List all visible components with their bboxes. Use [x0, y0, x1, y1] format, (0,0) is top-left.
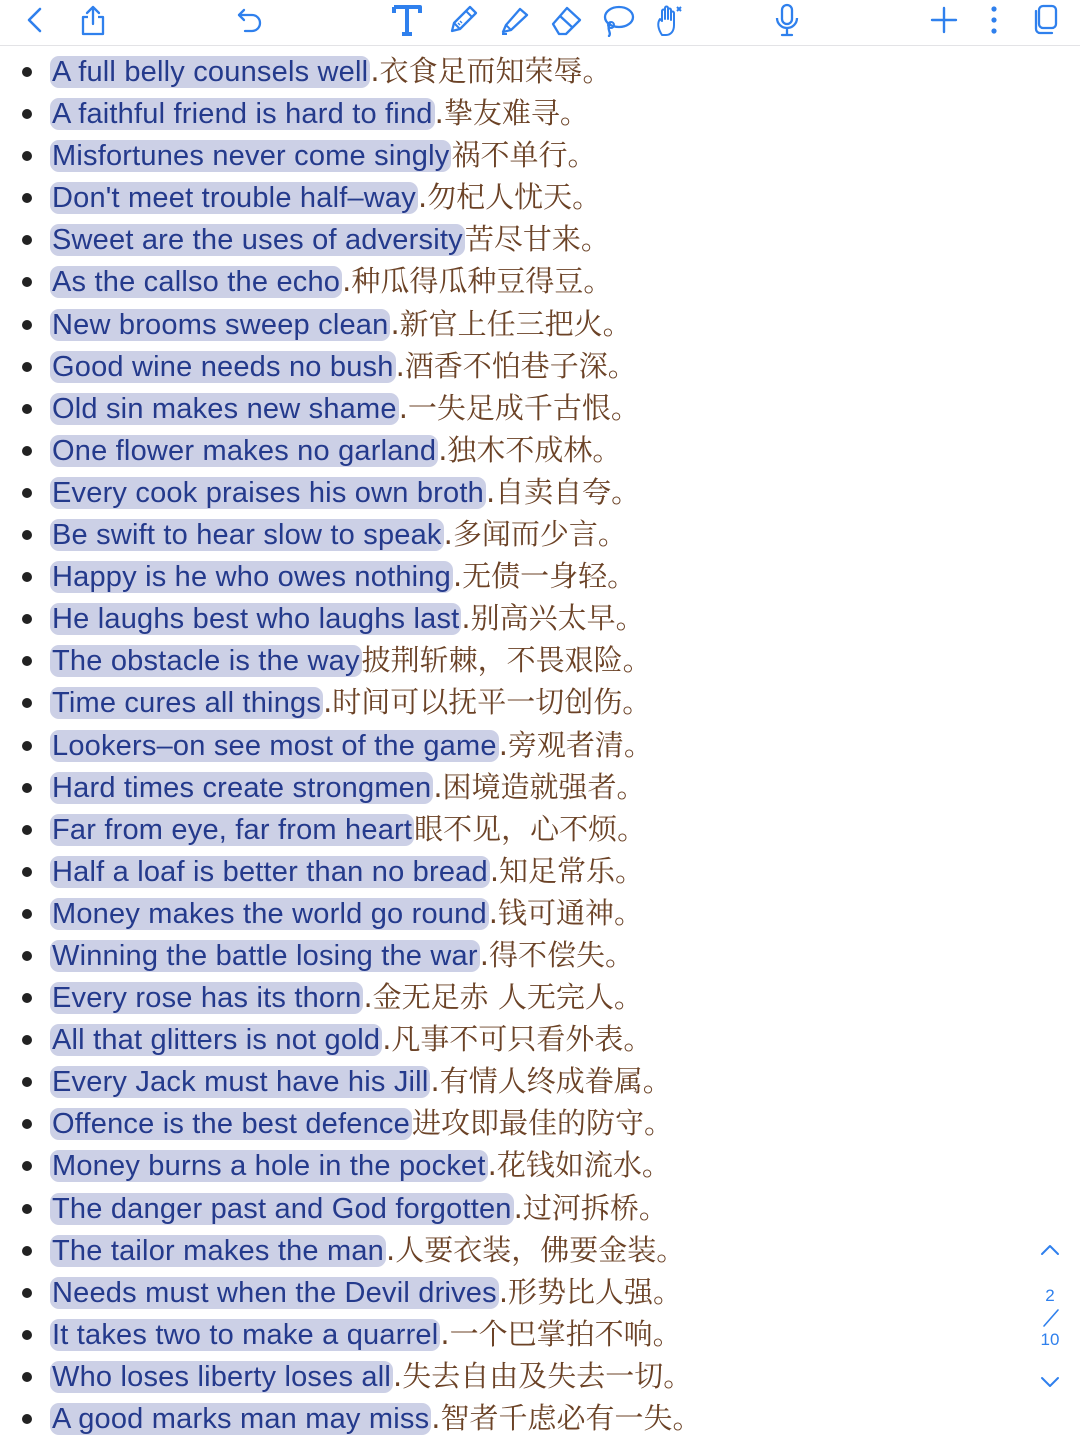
chinese-translation: .困境造就强者。 [433, 769, 646, 804]
list-item [22, 1018, 1010, 1060]
chinese-translation: 进攻即最佳的防守。 [411, 1106, 673, 1141]
highlighted-english-proverb: Don't meet trouble half–way [52, 182, 416, 215]
list-item [22, 1187, 1010, 1229]
list-item [22, 681, 1010, 723]
list-item [22, 429, 1010, 471]
highlighted-english-proverb: Be swift to hear slow to speak [52, 519, 442, 552]
chinese-translation: .金无足赤 人无完人。 [363, 980, 643, 1015]
bullet-icon [22, 362, 32, 372]
highlighted-english-proverb: Winning the battle losing the war [52, 939, 478, 972]
chinese-translation: .花钱如流水。 [487, 1148, 671, 1183]
list-item [22, 934, 1010, 976]
list-item [22, 555, 1010, 597]
chevron-up-icon[interactable] [1038, 1238, 1062, 1262]
bullet-icon [22, 277, 32, 287]
list-item [22, 1397, 1010, 1439]
bullet-icon [22, 1161, 32, 1171]
bullet-icon [22, 1119, 32, 1129]
chinese-translation: .钱可通神。 [488, 895, 644, 930]
total-pages-number: 10 [1040, 1330, 1060, 1349]
plus-icon[interactable] [926, 0, 962, 40]
chinese-translation: 苦尽甘来。 [464, 222, 610, 257]
bullet-icon [22, 193, 32, 203]
more-vertical-icon[interactable] [982, 0, 1006, 40]
highlighted-english-proverb: A faithful friend is hard to find [52, 98, 433, 131]
highlighted-english-proverb: New brooms sweep clean [52, 308, 389, 341]
highlighted-english-proverb: The danger past and God forgotten [52, 1192, 512, 1225]
chinese-translation: .旁观者清。 [498, 727, 653, 762]
chinese-translation: .酒香不怕巷子深。 [395, 348, 637, 383]
list-item [22, 345, 1010, 387]
bullet-icon [22, 1288, 32, 1298]
bullet-icon [22, 1035, 32, 1045]
list-item [22, 766, 1010, 808]
chinese-translation: .衣食足而知荣辱。 [370, 54, 612, 88]
list-item [22, 471, 1010, 513]
undo-icon[interactable] [232, 0, 268, 40]
list-item [22, 1102, 1010, 1144]
list-item [22, 1144, 1010, 1186]
chinese-translation: .独木不成林。 [438, 432, 622, 467]
chinese-translation: 眼不见，心不烦。 [414, 811, 647, 846]
back-chevron-icon[interactable] [18, 0, 52, 40]
chinese-translation: 祸不单行。 [451, 138, 597, 173]
eraser-icon[interactable] [546, 0, 586, 40]
highlighted-english-proverb: It takes two to make a quarrel [52, 1318, 439, 1351]
highlighted-english-proverb: Good wine needs no bush [52, 350, 394, 383]
highlighter-icon[interactable] [496, 0, 534, 40]
list-item [22, 1355, 1010, 1397]
chinese-translation: .种瓜得瓜种豆得豆。 [342, 264, 613, 299]
chevron-down-icon[interactable] [1038, 1370, 1062, 1394]
chinese-translation: .智者千虑必有一失。 [431, 1401, 702, 1435]
highlighted-english-proverb: Offence is the best defence [52, 1108, 410, 1141]
chinese-translation: .过河拆桥。 [513, 1190, 668, 1225]
pen-icon[interactable] [444, 0, 482, 40]
highlighted-english-proverb: Misfortunes never come singly [52, 140, 450, 173]
list-item [22, 808, 1010, 850]
highlighted-english-proverb: One flower makes no garland [52, 434, 437, 467]
bullet-icon [22, 951, 32, 961]
bullet-icon [22, 488, 32, 498]
list-item [22, 976, 1010, 1018]
bullet-icon [22, 698, 32, 708]
bullet-icon [22, 1077, 32, 1087]
chinese-translation: .凡事不可只看外表。 [382, 1022, 653, 1057]
bullet-icon [22, 67, 32, 77]
highlighted-english-proverb: Needs must when the Devil drives [52, 1276, 497, 1309]
bullet-icon [22, 235, 32, 245]
list-item [22, 176, 1010, 218]
list-item [22, 892, 1010, 934]
highlighted-english-proverb: Every rose has its thorn [52, 982, 362, 1015]
highlighted-english-proverb: Hard times create strongmen [52, 771, 432, 804]
bullet-icon [22, 614, 32, 624]
chinese-translation: .形势比人强。 [498, 1274, 683, 1309]
highlighted-english-proverb: Every cook praises his own broth [52, 476, 484, 509]
highlighted-english-proverb: Old sin makes new shame [52, 392, 397, 425]
chinese-translation: .勿杞人忧天。 [417, 180, 602, 215]
highlighted-english-proverb: Every Jack must have his Jill [52, 1066, 429, 1099]
list-item [22, 218, 1010, 260]
toolbar [0, 0, 1080, 46]
chinese-translation: .一个巴掌拍不响。 [440, 1316, 682, 1351]
bullet-icon [22, 909, 32, 919]
highlighted-english-proverb: Sweet are the uses of adversity [52, 224, 463, 257]
list-item [22, 1271, 1010, 1313]
bullet-icon [22, 1414, 32, 1424]
bullet-icon [22, 530, 32, 540]
highlighted-english-proverb: A full belly counsels well [52, 56, 369, 88]
chinese-translation: .知足常乐。 [489, 853, 645, 888]
bullet-icon [22, 1204, 32, 1214]
chinese-translation: .挚友难寻。 [434, 96, 589, 131]
bullet-icon [22, 656, 32, 666]
list-item [22, 639, 1010, 681]
chinese-translation: .时间可以抚平一切创伤。 [323, 685, 652, 720]
bullet-icon [22, 783, 32, 793]
chinese-translation: .人要衣装，佛要金装。 [386, 1232, 686, 1267]
highlighted-english-proverb: The tailor makes the man [52, 1234, 384, 1267]
highlighted-english-proverb: Money makes the world go round [52, 897, 487, 930]
chinese-translation: 披荆斩棘，不畏艰险。 [361, 643, 652, 678]
highlighted-english-proverb: Half a loaf is better than no bread [52, 855, 488, 888]
highlighted-english-proverb: Happy is he who owes nothing [52, 561, 451, 594]
bullet-icon [22, 404, 32, 414]
bullet-icon [22, 320, 32, 330]
list-item [22, 387, 1010, 429]
chinese-translation: .无债一身轻。 [452, 559, 637, 594]
list-item [22, 597, 1010, 639]
chinese-translation: .失去自由及失去一切。 [393, 1358, 693, 1393]
bullet-icon [22, 1330, 32, 1340]
list-item [22, 1060, 1010, 1102]
chinese-translation: .有情人终成眷属。 [430, 1064, 672, 1099]
highlighted-english-proverb: Who loses liberty loses all [52, 1360, 392, 1393]
list-item [22, 513, 1010, 555]
chinese-translation: .别高兴太早。 [461, 601, 645, 636]
list-item [22, 134, 1010, 176]
highlighted-english-proverb: As the callso the echo [52, 266, 341, 299]
chinese-translation: .得不偿失。 [479, 937, 634, 972]
microphone-icon[interactable] [770, 0, 804, 40]
bullet-icon [22, 151, 32, 161]
highlighted-english-proverb: He laughs best who laughs last [52, 603, 460, 636]
highlighted-english-proverb: All that glitters is not gold [52, 1024, 381, 1057]
highlighted-english-proverb: Time cures all things [52, 687, 322, 720]
highlighted-english-proverb: Far from eye, far from heart [52, 813, 413, 846]
list-item [22, 1229, 1010, 1271]
current-page-number: 2 [1045, 1286, 1055, 1305]
bullet-icon [22, 741, 32, 751]
pages-icon[interactable] [1028, 0, 1062, 40]
list-item [22, 260, 1010, 302]
bullet-icon [22, 572, 32, 582]
list-item [22, 850, 1010, 892]
lasso-icon[interactable] [598, 0, 638, 40]
bullet-icon [22, 867, 32, 877]
bullet-icon [22, 109, 32, 119]
page-separator [1042, 1308, 1060, 1328]
list-item [22, 1313, 1010, 1355]
proverb-list [0, 50, 1010, 1439]
bullet-icon [22, 1246, 32, 1256]
chinese-translation: .新官上任三把火。 [390, 306, 632, 341]
list-item [22, 92, 1010, 134]
list-item [22, 303, 1010, 345]
chinese-translation: .自卖自夸。 [485, 474, 641, 509]
highlighted-english-proverb: Money burns a hole in the pocket [52, 1150, 486, 1183]
list-item [22, 724, 1010, 766]
bullet-icon [22, 825, 32, 835]
bullet-icon [22, 1372, 32, 1382]
chinese-translation: .多闻而少言。 [443, 517, 627, 552]
highlighted-english-proverb: The obstacle is the way [52, 645, 360, 678]
page-navigator [1020, 1230, 1080, 1410]
bullet-icon [22, 993, 32, 1003]
share-icon[interactable] [76, 0, 110, 40]
highlighted-english-proverb: Lookers–on see most of the game [52, 729, 497, 762]
bullet-icon [22, 446, 32, 456]
highlighted-english-proverb: A good marks man may miss [52, 1403, 430, 1435]
text-tool-icon[interactable] [388, 0, 426, 40]
chinese-translation: .一失足成千古恨。 [398, 390, 640, 425]
list-item [22, 50, 1010, 92]
shapes-hand-icon[interactable] [650, 0, 690, 40]
note-page[interactable] [0, 50, 1010, 1440]
